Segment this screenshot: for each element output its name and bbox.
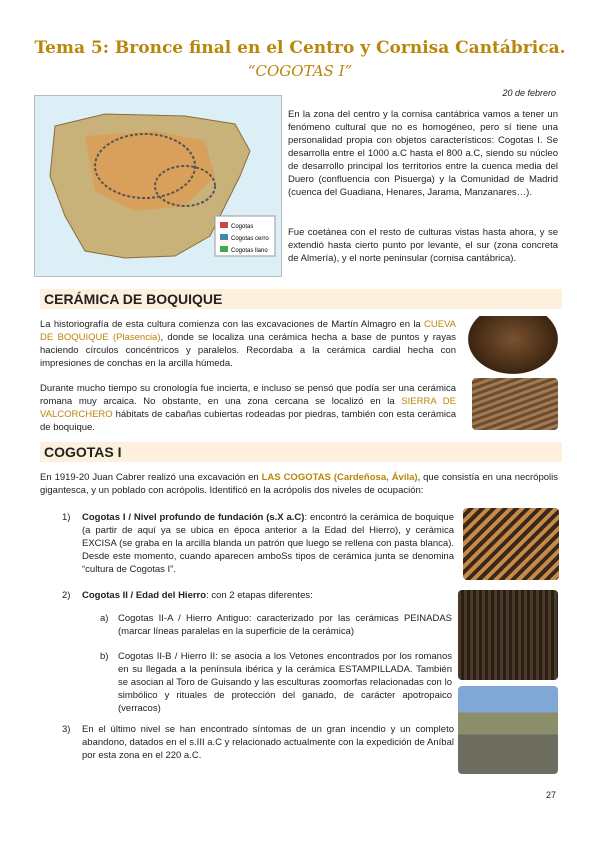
- pottery-image-1: [468, 316, 558, 374]
- boquique-paragraph-1: [40, 318, 456, 370]
- item-3: En el último nivel se han encontrado síntomas de un gran incendio y un completo abandono, datados en el s.III a.C y relacionado actualmente con la expedición de Aníbal por esta zona en el 220 a.C.: [82, 724, 454, 761]
- page-number: 27: [545, 790, 556, 800]
- list-letter: a): [100, 613, 109, 624]
- highlight: LAS COGOTAS (Cardeñosa, Ávila): [261, 472, 418, 483]
- section-heading-cogotas: COGOTAS I: [40, 442, 562, 462]
- peinada-image: [458, 590, 558, 680]
- text: , que consistía en una necrópolis gigantesca, y un poblado con acrópolis. Identificó en la acrópolis dos niveles de ocupación:: [40, 472, 558, 496]
- item-title: Cogotas II / Edad del Hierro: [82, 590, 207, 601]
- highlight: SIERRA DE VALCORCHERO: [40, 396, 456, 420]
- item-2b: Cogotas II-B / Hierro II: se asocia a los Vetones encontrados por los romanos en su llegada a la península ibérica y la cerámica ESTAMPILLADA. También se asocian al Toro de Guisando y las esculturas zoomorfas relacionadas con lo simbólico y rituales de protección del ganado, de carácter apotropaico (verracos): [118, 651, 452, 714]
- item-2a: Cogotas II-A / Hierro Antiguo: caracterizado por las cerámicas PEINADAS (marcar líneas paralelas en la superficie de la cerámica): [118, 613, 452, 637]
- legend-item: Cogotas: [231, 224, 254, 230]
- map-graphic: [35, 96, 281, 276]
- list-number: 1): [62, 512, 71, 523]
- text: En 1919-20 Juan Cabrer realizó una excavación en: [40, 472, 262, 483]
- intro-paragraph-1: En la zona del centro y la cornisa cantábrica vamos a tener un fenómeno cultural que no es homogéneo, pero sí tiene una personalidad propia con objetos característicos: Cogotas I. Se desarrolla entre el 1000 a.C hasta el 800 a.C, siendo su núcleo de desarrollo principal los territorios entre la cuenca media del Duero (confluencia con Pisuerga) y la Comunidad de Madrid (cuenca del Guadiana, Henares, Jarama, Manzanares…).: [288, 109, 558, 198]
- highlight: CUEVA DE BOQUIQUE (Plasencia): [40, 319, 456, 343]
- iberia-map: [34, 95, 282, 277]
- list-number: 2): [62, 590, 71, 601]
- page-subtitle: “COGOTAS I”: [247, 62, 353, 80]
- page-title: Tema 5: Bronce final en el Centro y Cornisa Cantábrica.: [34, 38, 566, 58]
- list-number: 3): [62, 724, 71, 735]
- text: La historiografía de esta cultura comienza con las excavaciones de Martín Almagro en la: [40, 319, 424, 330]
- text: hábitats de cabañas cubiertas rodeadas por piedras, también con esta cerámica de boquique.: [40, 409, 456, 433]
- excisa-image: [463, 508, 559, 580]
- cogotas-intro: [40, 471, 558, 497]
- legend-item: Cogotas llano: [231, 248, 268, 254]
- item-2: [82, 589, 454, 602]
- date-label: 20 de febrero: [502, 88, 556, 98]
- pottery-image-2: [472, 378, 558, 430]
- section-heading-boquique: CERÁMICA DE BOQUIQUE: [40, 289, 562, 309]
- item-text: : con 2 etapas diferentes:: [206, 590, 313, 601]
- list-letter: b): [100, 651, 109, 662]
- item-text: : encontró la cerámica de boquique (a partir de aquí ya se ubica en época anterior a la Edad del Hierro), y cerámica EXCISA (se graba en la arcilla blanda un patrón que luego se rellena con pasta blanca). Desde este momento, cuando aparecen amboSs tipos de cerámica junta se denomina “cultura de Cogotas I”.: [82, 512, 454, 575]
- legend-item: Cogotas cerro: [231, 236, 269, 242]
- text: Durante mucho tiempo su cronología fue incierta, e incluso se pensó que podía ser una cerámica romana muy arcaica. No obstante, en una zona cercana se localizó en la: [40, 383, 456, 407]
- item-1: [82, 511, 454, 576]
- item-title: Cogotas I / Nivel profundo de fundación (s.X a.C): [82, 512, 305, 523]
- boquique-paragraph-2: [40, 382, 456, 434]
- text: , donde se localiza una cerámica hecha a base de puntos y rayas haciendo círculos concéntricos y paralelos. Recordaba a la cerámica cardial hecha con impresiones de conchas en la arcilla húmeda.: [40, 332, 456, 369]
- intro-paragraph-2: Fue coetánea con el resto de culturas vistas hasta ahora, y se extendió hasta cierto punto por levante, el sur (zona concreta de Almería), y el norte peninsular (cornisa cantábrica).: [288, 227, 558, 264]
- verracos-image: [458, 686, 558, 774]
